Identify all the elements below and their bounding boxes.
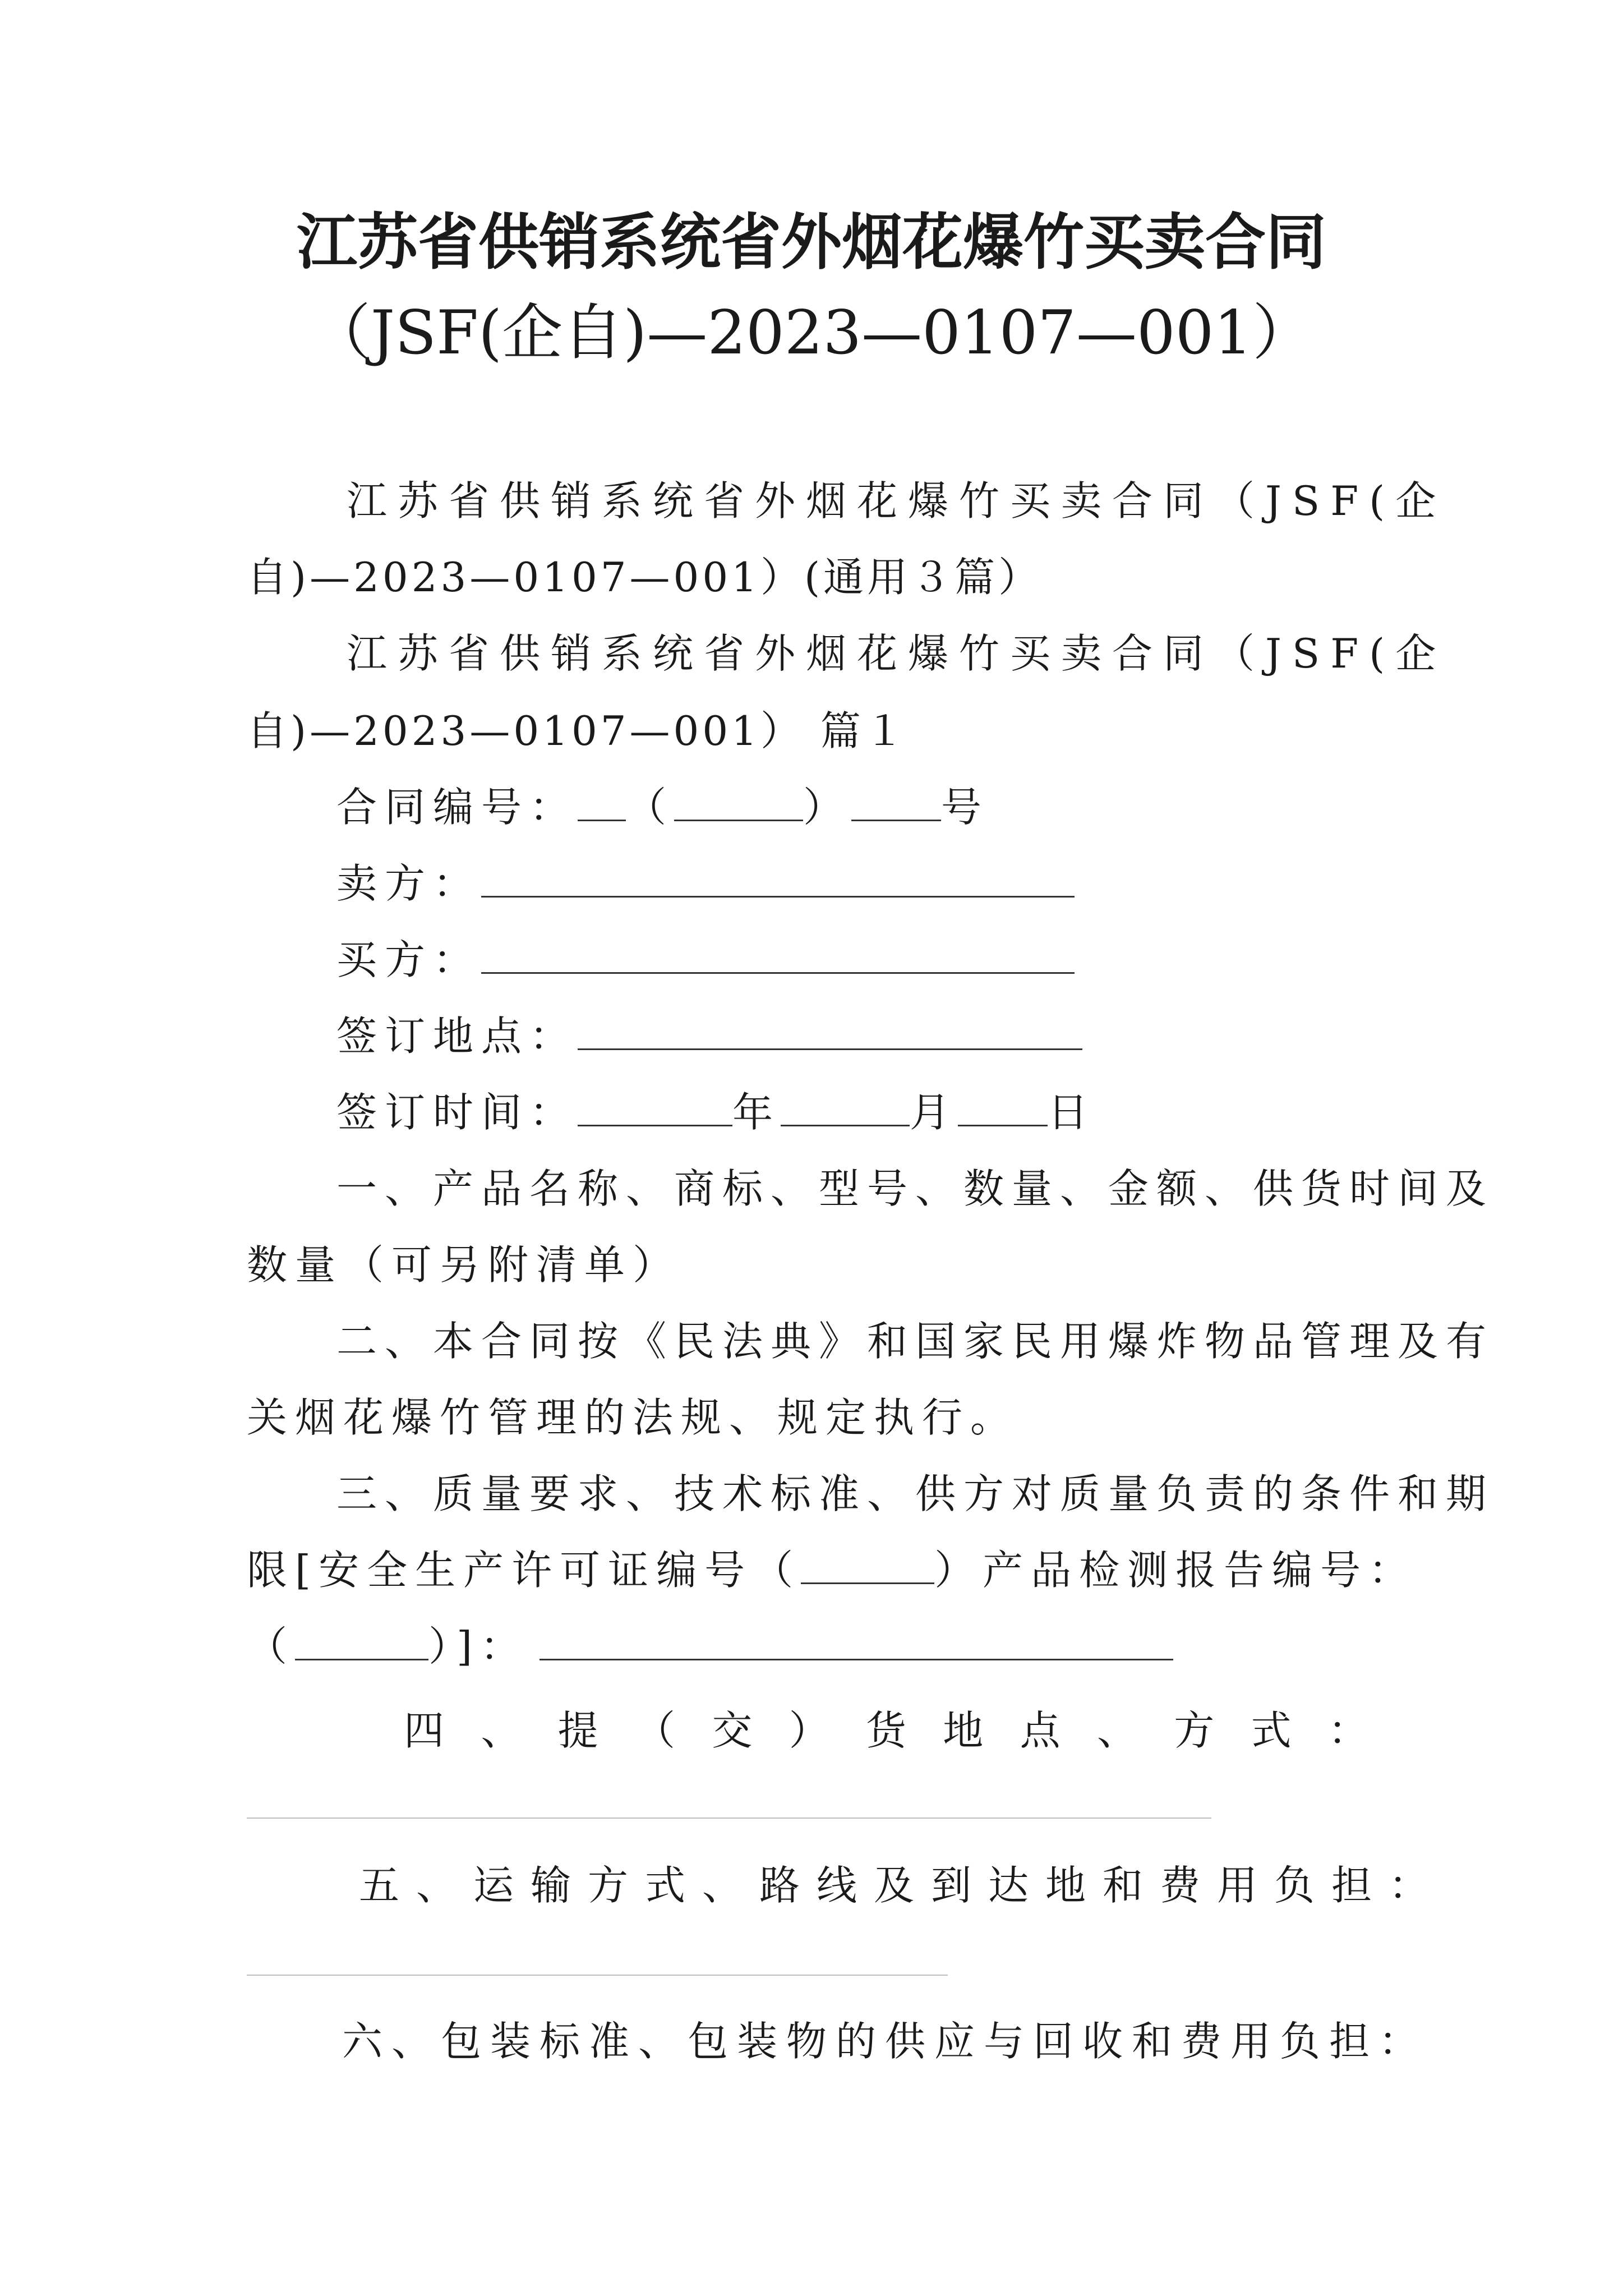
clause-4-char: 、	[1096, 1707, 1137, 1754]
clause-4-char: 式	[1251, 1707, 1292, 1754]
signing-time-label: 签订时间：	[336, 1089, 578, 1136]
test-report-field[interactable]	[295, 1624, 428, 1660]
license-number-field[interactable]	[801, 1548, 934, 1584]
seller-field[interactable]	[481, 861, 1075, 898]
contract-number-field[interactable]	[851, 785, 941, 821]
buyer-row	[336, 935, 1075, 985]
delivery-place-field[interactable]	[247, 1818, 1211, 1819]
clause-2-line-2: 关烟花爆竹管理的法规、规定执行。	[247, 1394, 1019, 1441]
clause-4-char: 货	[865, 1707, 906, 1754]
clause-4-char: （	[634, 1707, 675, 1754]
clause-3-line-1: 三、质量要求、技术标准、供方对质量负责的条件和期	[336, 1470, 1495, 1517]
clause-3-tail: ）]：	[428, 1623, 529, 1670]
buyer-field[interactable]	[481, 937, 1075, 974]
signing-month-field[interactable]	[781, 1090, 910, 1126]
signing-place-row	[336, 1011, 1082, 1061]
contract-number-middle-field[interactable]	[674, 785, 803, 821]
intro-line-3: 江苏省供销系统省外烟花爆竹买卖合同（JSF(企	[347, 630, 1447, 677]
license-number-label: 限[安全生产许可证编号（	[247, 1547, 801, 1594]
clause-6-line: 六、包装标准、包装物的供应与回收和费用负担：	[342, 2018, 1428, 2065]
document-title: 江苏省供销系统省外烟花爆竹买卖合同	[296, 207, 1326, 278]
paren-open-2: （	[247, 1623, 296, 1670]
clause-4-line	[404, 1705, 1368, 1756]
paren-close: ）	[803, 784, 852, 831]
clause-4-char: ）	[789, 1707, 829, 1754]
clause-4-char: 方	[1174, 1707, 1215, 1754]
transport-terms-field[interactable]	[247, 1975, 948, 1976]
contract-number-row	[336, 782, 989, 832]
clause-4-char: 点	[1020, 1707, 1061, 1754]
quality-terms-field[interactable]	[540, 1624, 1173, 1660]
intro-text-1: 江苏省供销系统省外烟花爆竹买卖合同（JSF(企	[347, 477, 1447, 524]
clause-5-line: 五、运输方式、路线及到达地和费用负担：	[359, 1862, 1446, 1909]
clause-4-char: 地	[943, 1707, 984, 1754]
clause-4-char: 提	[557, 1707, 598, 1754]
clause-1-line-2: 数量（可另附清单）	[247, 1241, 681, 1289]
clause-3-line-3	[247, 1621, 1173, 1672]
signing-place-label: 签订地点：	[336, 1013, 578, 1060]
number-suffix: 号	[941, 784, 990, 831]
paren-open: （	[626, 784, 675, 831]
day-label: 日	[1048, 1089, 1096, 1136]
intro-line-2: 自)—2023—0107—001）(通用３篇）	[247, 554, 1043, 601]
signing-day-field[interactable]	[958, 1090, 1048, 1126]
signing-place-field[interactable]	[578, 1014, 1082, 1050]
clause-2-line-1: 二、本合同按《民法典》和国家民用爆炸物品管理及有	[336, 1318, 1495, 1365]
signing-year-field[interactable]	[578, 1090, 732, 1126]
intro-line-4: 自)—2023—0107—001） 篇１	[247, 707, 908, 754]
buyer-label: 买方：	[336, 936, 482, 983]
intro-line-1	[347, 476, 1447, 526]
contract-number-prefix-field[interactable]	[578, 785, 626, 821]
document-code: （JSF(企自)—2023—0107—001）	[310, 298, 1313, 368]
month-label: 月	[910, 1089, 958, 1136]
seller-row	[336, 858, 1075, 909]
clause-4-char: ：	[1327, 1707, 1368, 1754]
clause-1-line-1: 一、产品名称、商标、型号、数量、金额、供货时间及	[336, 1165, 1495, 1212]
contract-number-label: 合同编号：	[336, 784, 578, 831]
test-report-label: ）产品检测报告编号：	[934, 1547, 1417, 1594]
clause-4-char: 、	[481, 1707, 522, 1754]
seller-label: 卖方：	[336, 860, 482, 907]
clause-4-char: 交	[712, 1707, 753, 1754]
year-label: 年	[732, 1089, 781, 1136]
signing-time-row	[336, 1087, 1096, 1138]
clause-3-line-2	[247, 1545, 1417, 1595]
clause-4-char: 四	[404, 1707, 445, 1754]
